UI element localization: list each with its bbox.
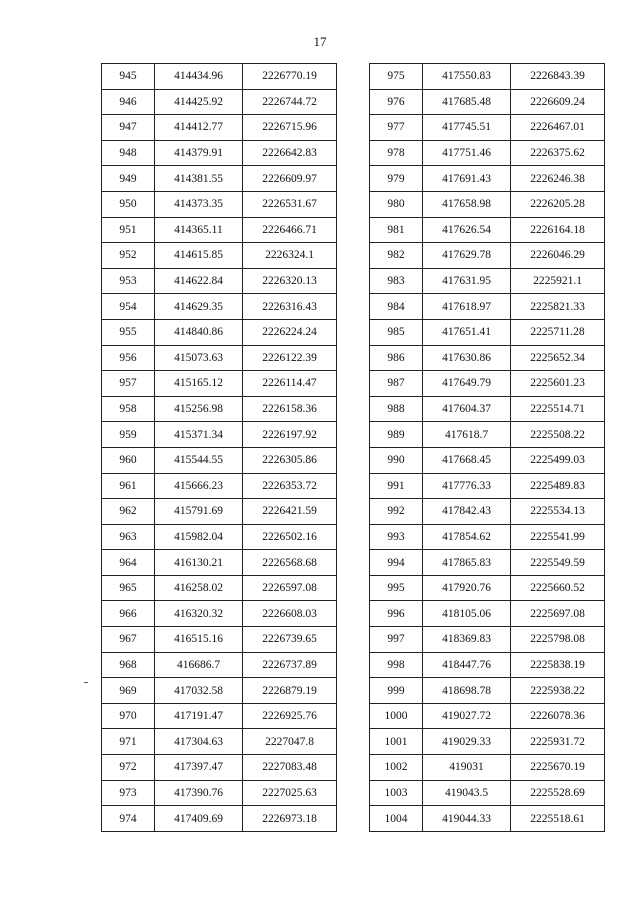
x-coordinate-cell: 414615.85 (155, 243, 243, 269)
x-coordinate-cell: 417685.48 (423, 89, 511, 115)
point-number-cell: 969 (102, 678, 155, 704)
point-number-cell: 958 (102, 396, 155, 422)
point-number-cell: 996 (370, 601, 423, 627)
x-coordinate-cell: 414629.35 (155, 294, 243, 320)
y-coordinate-cell: 2225652.34 (511, 345, 605, 371)
table-row (102, 806, 337, 832)
x-coordinate-cell: 417776.33 (423, 473, 511, 499)
y-coordinate-cell: 2226467.01 (511, 115, 605, 141)
y-coordinate-cell: 2226737.89 (243, 652, 337, 678)
coordinate-table-left (101, 63, 337, 832)
point-number-cell: 973 (102, 780, 155, 806)
point-number-cell: 995 (370, 575, 423, 601)
x-coordinate-cell: 414425.92 (155, 89, 243, 115)
point-number-cell: 1001 (370, 729, 423, 755)
point-number-cell: 992 (370, 499, 423, 525)
y-coordinate-cell: 2226320.13 (243, 268, 337, 294)
point-number-cell: 956 (102, 345, 155, 371)
y-coordinate-cell: 2226531.67 (243, 191, 337, 217)
margin-mark (84, 682, 88, 683)
y-coordinate-cell: 2226316.43 (243, 294, 337, 320)
x-coordinate-cell: 419031 (423, 755, 511, 781)
table-row (370, 601, 605, 627)
table-row (370, 319, 605, 345)
x-coordinate-cell: 415256.98 (155, 396, 243, 422)
x-coordinate-cell: 416258.02 (155, 575, 243, 601)
table-row (370, 627, 605, 653)
x-coordinate-cell: 417865.83 (423, 550, 511, 576)
x-coordinate-cell: 417397.47 (155, 755, 243, 781)
x-coordinate-cell: 414381.55 (155, 166, 243, 192)
table-row (102, 780, 337, 806)
x-coordinate-cell: 414365.11 (155, 217, 243, 243)
point-number-cell: 948 (102, 140, 155, 166)
table-row (102, 217, 337, 243)
y-coordinate-cell: 2225601.23 (511, 371, 605, 397)
table-row (102, 115, 337, 141)
y-coordinate-cell: 2225711.28 (511, 319, 605, 345)
y-coordinate-cell: 2226770.19 (243, 64, 337, 90)
point-number-cell: 968 (102, 652, 155, 678)
table-row (370, 217, 605, 243)
y-coordinate-cell: 2225499.03 (511, 447, 605, 473)
table-row (370, 422, 605, 448)
x-coordinate-cell: 417920.76 (423, 575, 511, 601)
y-coordinate-cell: 2226973.18 (243, 806, 337, 832)
table-row (370, 243, 605, 269)
x-coordinate-cell: 417651.41 (423, 319, 511, 345)
y-coordinate-cell: 2226421.59 (243, 499, 337, 525)
y-coordinate-cell: 2227025.63 (243, 780, 337, 806)
point-number-cell: 985 (370, 319, 423, 345)
x-coordinate-cell: 415073.63 (155, 345, 243, 371)
y-coordinate-cell: 2226046.29 (511, 243, 605, 269)
x-coordinate-cell: 418369.83 (423, 627, 511, 653)
table-row (102, 345, 337, 371)
table-row (102, 166, 337, 192)
y-coordinate-cell: 2225660.52 (511, 575, 605, 601)
point-number-cell: 967 (102, 627, 155, 653)
table-row (370, 755, 605, 781)
point-number-cell: 961 (102, 473, 155, 499)
table-row (102, 64, 337, 90)
table-row (370, 703, 605, 729)
table-row (102, 294, 337, 320)
point-number-cell: 994 (370, 550, 423, 576)
x-coordinate-cell: 417691.43 (423, 166, 511, 192)
x-coordinate-cell: 417649.79 (423, 371, 511, 397)
y-coordinate-cell: 2226324.1 (243, 243, 337, 269)
point-number-cell: 998 (370, 652, 423, 678)
point-number-cell: 1003 (370, 780, 423, 806)
y-coordinate-cell: 2225489.83 (511, 473, 605, 499)
y-coordinate-cell: 2225549.59 (511, 550, 605, 576)
point-number-cell: 952 (102, 243, 155, 269)
x-coordinate-cell: 417604.37 (423, 396, 511, 422)
point-number-cell: 951 (102, 217, 155, 243)
table-row (102, 243, 337, 269)
table-row (102, 652, 337, 678)
point-number-cell: 977 (370, 115, 423, 141)
point-number-cell: 954 (102, 294, 155, 320)
y-coordinate-cell: 2226597.08 (243, 575, 337, 601)
y-coordinate-cell: 2225921.1 (511, 268, 605, 294)
table-row (370, 64, 605, 90)
x-coordinate-cell: 417390.76 (155, 780, 243, 806)
x-coordinate-cell: 414840.86 (155, 319, 243, 345)
y-coordinate-cell: 2226843.39 (511, 64, 605, 90)
table-row (102, 627, 337, 653)
table-row (102, 447, 337, 473)
table-row (370, 115, 605, 141)
point-number-cell: 965 (102, 575, 155, 601)
table-row (102, 499, 337, 525)
y-coordinate-cell: 2226642.83 (243, 140, 337, 166)
point-number-cell: 999 (370, 678, 423, 704)
point-number-cell: 959 (102, 422, 155, 448)
x-coordinate-cell: 415165.12 (155, 371, 243, 397)
point-number-cell: 1004 (370, 806, 423, 832)
point-number-cell: 986 (370, 345, 423, 371)
point-number-cell: 980 (370, 191, 423, 217)
point-number-cell: 990 (370, 447, 423, 473)
table-row (370, 499, 605, 525)
x-coordinate-cell: 417630.86 (423, 345, 511, 371)
x-coordinate-cell: 414622.84 (155, 268, 243, 294)
point-number-cell: 988 (370, 396, 423, 422)
coordinate-table-left-body (102, 64, 337, 832)
point-number-cell: 991 (370, 473, 423, 499)
point-number-cell: 979 (370, 166, 423, 192)
coordinate-table-right (369, 63, 605, 832)
x-coordinate-cell: 417629.78 (423, 243, 511, 269)
y-coordinate-cell: 2226158.36 (243, 396, 337, 422)
table-row (102, 268, 337, 294)
y-coordinate-cell: 2226375.62 (511, 140, 605, 166)
x-coordinate-cell: 414412.77 (155, 115, 243, 141)
table-row (370, 550, 605, 576)
point-number-cell: 978 (370, 140, 423, 166)
x-coordinate-cell: 417550.83 (423, 64, 511, 90)
point-number-cell: 950 (102, 191, 155, 217)
table-row (370, 268, 605, 294)
table-row (370, 166, 605, 192)
x-coordinate-cell: 416320.32 (155, 601, 243, 627)
point-number-cell: 989 (370, 422, 423, 448)
point-number-cell: 975 (370, 64, 423, 90)
point-number-cell: 993 (370, 524, 423, 550)
y-coordinate-cell: 2225670.19 (511, 755, 605, 781)
x-coordinate-cell: 414373.35 (155, 191, 243, 217)
y-coordinate-cell: 2225821.33 (511, 294, 605, 320)
y-coordinate-cell: 2225697.08 (511, 601, 605, 627)
point-number-cell: 997 (370, 627, 423, 653)
x-coordinate-cell: 417751.46 (423, 140, 511, 166)
x-coordinate-cell: 417304.63 (155, 729, 243, 755)
point-number-cell: 972 (102, 755, 155, 781)
y-coordinate-cell: 2226114.47 (243, 371, 337, 397)
table-row (370, 575, 605, 601)
x-coordinate-cell: 417191.47 (155, 703, 243, 729)
point-number-cell: 974 (102, 806, 155, 832)
table-row (102, 755, 337, 781)
x-coordinate-cell: 418698.78 (423, 678, 511, 704)
y-coordinate-cell: 2226879.19 (243, 678, 337, 704)
table-row (370, 524, 605, 550)
x-coordinate-cell: 417626.54 (423, 217, 511, 243)
y-coordinate-cell: 2226122.39 (243, 345, 337, 371)
table-row (370, 447, 605, 473)
y-coordinate-cell: 2225798.08 (511, 627, 605, 653)
point-number-cell: 953 (102, 268, 155, 294)
y-coordinate-cell: 2226246.38 (511, 166, 605, 192)
y-coordinate-cell: 2225534.13 (511, 499, 605, 525)
point-number-cell: 971 (102, 729, 155, 755)
y-coordinate-cell: 2225514.71 (511, 396, 605, 422)
table-row (370, 371, 605, 397)
point-number-cell: 963 (102, 524, 155, 550)
point-number-cell: 962 (102, 499, 155, 525)
table-row (102, 703, 337, 729)
x-coordinate-cell: 415544.55 (155, 447, 243, 473)
point-number-cell: 970 (102, 703, 155, 729)
x-coordinate-cell: 419029.33 (423, 729, 511, 755)
table-row (102, 140, 337, 166)
y-coordinate-cell: 2226078.36 (511, 703, 605, 729)
point-number-cell: 945 (102, 64, 155, 90)
table-row (370, 780, 605, 806)
table-row (370, 806, 605, 832)
x-coordinate-cell: 417631.95 (423, 268, 511, 294)
point-number-cell: 949 (102, 166, 155, 192)
table-row (370, 473, 605, 499)
table-row (102, 473, 337, 499)
x-coordinate-cell: 418105.06 (423, 601, 511, 627)
table-row (370, 294, 605, 320)
table-row (370, 345, 605, 371)
x-coordinate-cell: 414379.91 (155, 140, 243, 166)
table-row (102, 524, 337, 550)
x-coordinate-cell: 414434.96 (155, 64, 243, 90)
table-row (102, 89, 337, 115)
y-coordinate-cell: 2226744.72 (243, 89, 337, 115)
table-row (102, 319, 337, 345)
point-number-cell: 987 (370, 371, 423, 397)
y-coordinate-cell: 2226608.03 (243, 601, 337, 627)
table-row (102, 729, 337, 755)
x-coordinate-cell: 417668.45 (423, 447, 511, 473)
point-number-cell: 976 (370, 89, 423, 115)
point-number-cell: 1000 (370, 703, 423, 729)
x-coordinate-cell: 417745.51 (423, 115, 511, 141)
point-number-cell: 983 (370, 268, 423, 294)
x-coordinate-cell: 417842.43 (423, 499, 511, 525)
x-coordinate-cell: 417409.69 (155, 806, 243, 832)
point-number-cell: 955 (102, 319, 155, 345)
table-row (370, 89, 605, 115)
y-coordinate-cell: 2226568.68 (243, 550, 337, 576)
table-row (102, 191, 337, 217)
x-coordinate-cell: 417854.62 (423, 524, 511, 550)
table-row (102, 396, 337, 422)
x-coordinate-cell: 416686.7 (155, 652, 243, 678)
point-number-cell: 964 (102, 550, 155, 576)
page-number: 17 (313, 34, 327, 49)
x-coordinate-cell: 419043.5 (423, 780, 511, 806)
point-number-cell: 947 (102, 115, 155, 141)
y-coordinate-cell: 2226205.28 (511, 191, 605, 217)
y-coordinate-cell: 2226353.72 (243, 473, 337, 499)
x-coordinate-cell: 417658.98 (423, 191, 511, 217)
y-coordinate-cell: 2225518.61 (511, 806, 605, 832)
point-number-cell: 960 (102, 447, 155, 473)
table-row (370, 191, 605, 217)
table-row (102, 422, 337, 448)
y-coordinate-cell: 2226466.71 (243, 217, 337, 243)
y-coordinate-cell: 2227047.8 (243, 729, 337, 755)
point-number-cell: 984 (370, 294, 423, 320)
point-number-cell: 966 (102, 601, 155, 627)
x-coordinate-cell: 415982.04 (155, 524, 243, 550)
table-row (370, 729, 605, 755)
x-coordinate-cell: 417032.58 (155, 678, 243, 704)
y-coordinate-cell: 2225931.72 (511, 729, 605, 755)
table-row (370, 396, 605, 422)
table-row (102, 601, 337, 627)
x-coordinate-cell: 418447.76 (423, 652, 511, 678)
table-row (102, 371, 337, 397)
x-coordinate-cell: 417618.97 (423, 294, 511, 320)
x-coordinate-cell: 419044.33 (423, 806, 511, 832)
y-coordinate-cell: 2226715.96 (243, 115, 337, 141)
x-coordinate-cell: 416515.16 (155, 627, 243, 653)
y-coordinate-cell: 2226609.24 (511, 89, 605, 115)
point-number-cell: 946 (102, 89, 155, 115)
point-number-cell: 957 (102, 371, 155, 397)
table-row (370, 652, 605, 678)
y-coordinate-cell: 2226305.86 (243, 447, 337, 473)
coordinate-table-right-body (370, 64, 605, 832)
y-coordinate-cell: 2225508.22 (511, 422, 605, 448)
table-row (370, 140, 605, 166)
y-coordinate-cell: 2226739.65 (243, 627, 337, 653)
x-coordinate-cell: 415666.23 (155, 473, 243, 499)
x-coordinate-cell: 417618.7 (423, 422, 511, 448)
x-coordinate-cell: 415371.34 (155, 422, 243, 448)
y-coordinate-cell: 2225541.99 (511, 524, 605, 550)
y-coordinate-cell: 2225838.19 (511, 652, 605, 678)
y-coordinate-cell: 2226164.18 (511, 217, 605, 243)
table-row (102, 678, 337, 704)
x-coordinate-cell: 416130.21 (155, 550, 243, 576)
point-number-cell: 982 (370, 243, 423, 269)
point-number-cell: 1002 (370, 755, 423, 781)
y-coordinate-cell: 2225938.22 (511, 678, 605, 704)
y-coordinate-cell: 2226925.76 (243, 703, 337, 729)
table-row (370, 678, 605, 704)
y-coordinate-cell: 2225528.69 (511, 780, 605, 806)
y-coordinate-cell: 2226609.97 (243, 166, 337, 192)
y-coordinate-cell: 2226197.92 (243, 422, 337, 448)
y-coordinate-cell: 2226502.16 (243, 524, 337, 550)
table-row (102, 550, 337, 576)
y-coordinate-cell: 2227083.48 (243, 755, 337, 781)
x-coordinate-cell: 419027.72 (423, 703, 511, 729)
point-number-cell: 981 (370, 217, 423, 243)
x-coordinate-cell: 415791.69 (155, 499, 243, 525)
y-coordinate-cell: 2226224.24 (243, 319, 337, 345)
table-row (102, 575, 337, 601)
